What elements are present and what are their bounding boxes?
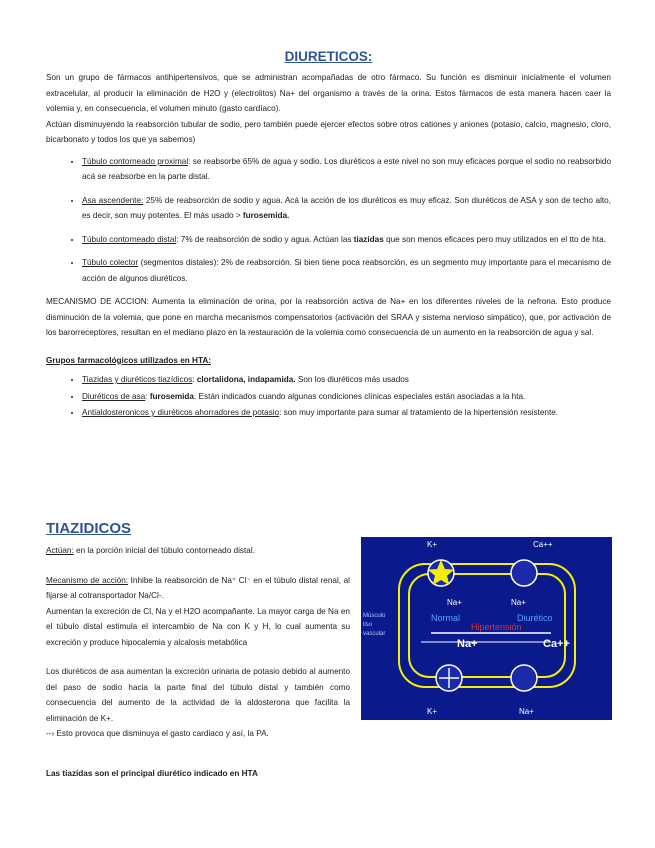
segment-term: Asa ascendente:	[82, 195, 144, 205]
segment-term: Túbulo contorneado distal	[82, 234, 177, 244]
mech-label: Mecanismo de acción:	[46, 575, 129, 585]
group-sep: :	[145, 391, 150, 401]
segment-text: (segmentos distales): 2% de reabsorción. Si bien tiene poca reabsorción, es un segmento muy importante para el mecanismo de acción de algunos diuréticos.	[82, 258, 611, 283]
page-title: DIURETICOS:	[284, 49, 373, 64]
list-item	[82, 154, 611, 185]
group-sep: :	[192, 375, 197, 384]
list-item	[82, 232, 611, 248]
tiazidicos-paragraph-2: Aumentan la excreción de Cl, Na y el H2O acompañante. La mayor carga de Na en el túbulo distal estimula el intercambio de Na con K y H, lo cual aumenta su excreción y produce hipocalemia y alcalosis metabólica	[46, 606, 350, 647]
act-text: en la porción inicial del túbulo contorneado distal.	[73, 546, 255, 555]
label-na-right-top: Na+	[511, 598, 526, 607]
list-item	[82, 405, 611, 421]
channel-cell	[511, 560, 537, 586]
list-item	[82, 193, 611, 224]
label-liso: liso	[363, 622, 373, 628]
spacer	[46, 650, 350, 664]
group-term: Diuréticos de asa	[82, 391, 146, 401]
group-bold: furosemida	[149, 391, 194, 401]
segment-text: : 7% de reabsorción de sodio y agua. Actúan las	[176, 234, 354, 244]
tiazidicos-title: TIAZIDICOS	[46, 520, 131, 537]
group-text: . Están indicados cuando algunas condiciones clínicas especiales están asociadas a la hta.	[193, 391, 526, 401]
act-label: Actúan:	[46, 546, 74, 555]
mechanism-paragraph: MECANISMO DE ACCION: Aumenta la eliminación de orina, por la reabsorción activa de Na+ en los diferentes niveles de la nefrona. Esto produce disminución de la volemia, que pone en marcha mecanismos compensatorios (activación del SRAA y sistema nervioso simpático), que, por activación de los barorreceptores, resultan en el mediano plazo en la restauración de la volemia como consecuencia de un aumento en la reabsorción de agua y sal.	[46, 297, 611, 337]
label-na-mid: Na+	[457, 638, 478, 650]
tiazidicos-paragraph-4: --› Esto provoca que disminuya el gasto cardiaco y así, la PA.	[46, 729, 269, 738]
label-ca-mid: Ca++	[543, 638, 570, 650]
mech-text: Inhibe la reabsorción de Na⁺ Cl⁻ en el túbulo distal renal, al fijarse al cotransportador Na/Cl-.	[46, 575, 350, 600]
group-text: Son los diuréticos más usados	[295, 375, 409, 384]
spacer	[46, 559, 350, 573]
segment-text: 25% de reabsorción de sodio y agua. Acá la acción de los diuréticos es muy eficaz. Son diuréticos de ASA y son de techo alto, es decir, son muy potentes. El más usado >	[82, 195, 611, 220]
segment-term: Túbulo colector	[82, 258, 139, 267]
tiazidicos-act	[46, 543, 350, 559]
segment-term: Túbulo contorneado proximal	[82, 156, 189, 166]
label-na-bottom: Na+	[519, 707, 534, 716]
diuretic-mechanism-diagram	[361, 537, 612, 720]
label-normal: Normal	[431, 613, 461, 623]
segment-text: : se reabsorbe 65% de agua y sodio. Los diuréticos a este nivel no son muy eficaces porque el sodio no reabsorbido acá se reabsorbe en la parte distal.	[82, 156, 611, 181]
list-item	[82, 372, 611, 388]
label-na-left-top: Na+	[447, 598, 462, 607]
label-diuretico: Diurético	[517, 613, 553, 623]
intro-paragraph-1: Son un grupo de fármacos antihipertensivos, que se administran acompañadas de otro fármaco. Su función es disminuir inicialmente el volumen extracelular, al producir la eliminación de H2O y (electrolitos) Na+ del organismo a través de la orina. Estos fármacos de esta manera hacen caer la volemia y, en consecuencia, el volumen minuto (gasto cardíaco).	[46, 73, 611, 113]
document-page	[46, 48, 611, 422]
tiazidicos-mechanism	[46, 573, 350, 604]
groups-list	[46, 372, 611, 421]
groups-label-wrap	[46, 353, 611, 369]
group-bold: clortalidona, indapamida.	[196, 375, 296, 384]
segment-bold: furosemida.	[242, 211, 290, 220]
label-hipertension: Hipertensión	[471, 622, 522, 632]
final-note: Las tiazidas son el principal diurético indicado en HTA	[46, 769, 258, 778]
label-k-bottom: K+	[427, 707, 438, 716]
intro-paragraph-2: Actúan disminuyendo la reabsorción tubular de sodio, pero también puede ejercer efectos sobre otros cationes y aniones (potasio, calcio, magnesio, cloro, bicarbonato y todos los que ya sabemos)	[46, 119, 611, 144]
groups-label: Grupos farmacológicos utilizados en HTA:	[46, 355, 211, 365]
list-item	[82, 389, 611, 405]
tiazidicos-section	[46, 543, 350, 742]
segments-list	[46, 154, 611, 287]
label-k-top: K+	[427, 540, 438, 549]
tiazidicos-paragraph-3: Los diuréticos de asa aumentan la excreción urinaria de potasio debido al aumento del paso de sodio hacia la parte final del túbulo distal y también como consecuencia del aumento de la actividad de la aldosterona que facilita la eliminación de K+.	[46, 667, 350, 723]
label-musculo: Músculo	[363, 613, 386, 619]
segment-after: que son menos eficaces pero muy utilizados en el tto de hta.	[383, 234, 606, 244]
label-vascular: vascular	[363, 631, 386, 637]
channel-cell	[511, 665, 537, 691]
group-text: son muy importante para sumar al tratamiento de la hipertensión resistente.	[283, 408, 559, 417]
list-item	[82, 255, 611, 286]
segment-bold: tiazidas	[353, 234, 384, 244]
group-sep: :	[279, 408, 284, 417]
group-term: Antialdosteronicos y diuréticos ahorradores de potasio	[82, 408, 280, 417]
group-term: Tiazidas y diuréticos tiazídicos	[82, 375, 193, 384]
label-ca-top: Ca++	[533, 540, 553, 549]
